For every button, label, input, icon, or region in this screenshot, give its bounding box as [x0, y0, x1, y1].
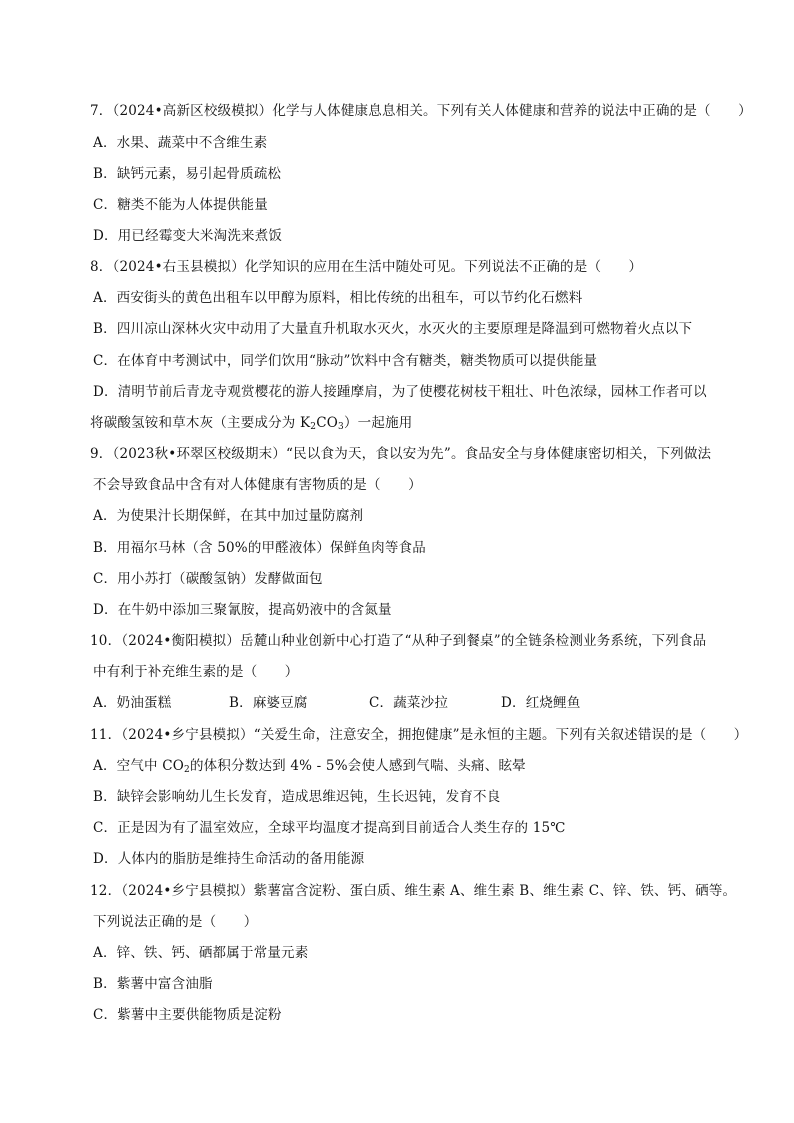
question-7-option-a: A．水果、蔬菜中不含维生素	[93, 135, 268, 151]
subscript: 3	[338, 422, 344, 432]
question-10-option-b: B．麻婆豆腐	[229, 695, 308, 711]
question-11-option-d: D．人体内的脂肪是维持生命活动的备用能源	[93, 851, 365, 867]
option-d-text-part: CO	[316, 415, 339, 431]
question-7-stem: 7．（2024•高新区校级模拟）化学与人体健康息息相关。下列有关人体健康和营养的说法中正确的是（ ）	[90, 103, 752, 119]
question-12-stem-continued: 下列说法正确的是（ ）	[93, 914, 258, 930]
question-7-option-d: D．用已经霉变大米淘洗来煮饭	[93, 228, 283, 244]
question-10-option-c: C．蔬菜沙拉	[369, 695, 449, 711]
question-11-option-b: B．缺锌会影响幼儿生长发育，造成思维迟钝，生长迟钝，发育不良	[93, 789, 501, 805]
question-9-option-a: A．为使果汁长期保鲜，在其中加过量防腐剂	[93, 508, 364, 524]
question-8-option-d-continued	[90, 414, 412, 432]
option-a-text-part: A．空气中 CO	[93, 758, 185, 774]
question-9-stem: 9．（2023秋•环翠区校级期末）“民以食为天，食以安为先”。食品安全与身体健康密切相关，下列做法	[90, 446, 712, 462]
question-8-option-d: D．清明节前后青龙寺观赏樱花的游人接踵摩肩，为了使樱花树枝干粗壮、叶色浓绿，园林工作者可以	[93, 384, 707, 400]
question-11-option-c: C．正是因为有了温室效应，全球平均温度才提高到目前适合人类生存的 15℃	[93, 820, 566, 836]
subscript: 2	[184, 765, 190, 775]
question-8-option-c: C．在体育中考测试中，同学们饮用“脉动”饮料中含有糖类，糖类物质可以提供能量	[93, 353, 598, 369]
question-10-stem: 10．（2024•衡阳模拟）岳麓山种业创新中心打造了“从种子到餐桌”的全链条检测业务系统，下列食品	[90, 633, 707, 649]
question-12-option-c: C．紫薯中主要供能物质是淀粉	[93, 1007, 282, 1023]
question-9-stem-continued: 不会导致食品中含有对人体健康有害物质的是（ ）	[93, 477, 422, 493]
option-d-text-part: 将碳酸氢铵和草木灰（主要成分为 K	[90, 415, 311, 431]
option-d-text-part: ）一起施用	[343, 415, 413, 431]
question-8-option-b: B．四川凉山深林火灾中动用了大量直升机取水灭火，水灭火的主要原理是降温到可燃物着火点以下	[93, 321, 693, 337]
question-7-option-c: C．糖类不能为人体提供能量	[93, 197, 268, 213]
question-12-option-a: A．锌、铁、钙、硒都属于常量元素	[93, 945, 309, 961]
question-9-option-d: D．在牛奶中添加三聚氰胺，提高奶液中的含氮量	[93, 602, 392, 618]
question-12-option-b: B．紫薯中富含油脂	[93, 976, 213, 992]
question-11-stem: 11．（2024•乡宁县模拟）“关爱生命，注意安全，拥抱健康”是永恒的主题。下列有关叙述错误的是（ ）	[90, 727, 748, 743]
question-10-option-a: A．奶油蛋糕	[93, 695, 172, 711]
question-9-option-c: C．用小苏打（碳酸氢钠）发酵做面包	[93, 571, 323, 587]
subscript: 2	[310, 422, 317, 432]
question-10-option-d: D．红烧鲤鱼	[501, 695, 581, 711]
question-8-stem: 8．（2024•右玉县模拟）化学知识的应用在生活中随处可见。下列说法不正确的是（ ）	[90, 259, 643, 275]
question-12-stem: 12．（2024•乡宁县模拟）紫薯富含淀粉、蛋白质、维生素 A、维生素 B、维生素 C、锌、铁、钙、硒等。	[90, 883, 737, 899]
question-9-option-b: B．用福尔马林（含 50%的甲醛液体）保鲜鱼肉等食品	[93, 540, 426, 556]
question-8-option-a: A．西安街头的黄色出租车以甲醇为原料，相比传统的出租车，可以节约化石燃料	[93, 290, 583, 306]
question-7-option-b: B．缺钙元素，易引起骨质疏松	[93, 166, 282, 182]
question-11-option-a	[93, 757, 526, 775]
question-10-stem-continued: 中有利于补充维生素的是（ ）	[93, 664, 299, 680]
option-a-text-part: 的体积分数达到 4% - 5%会使人感到气喘、头痛、眩晕	[189, 758, 526, 774]
